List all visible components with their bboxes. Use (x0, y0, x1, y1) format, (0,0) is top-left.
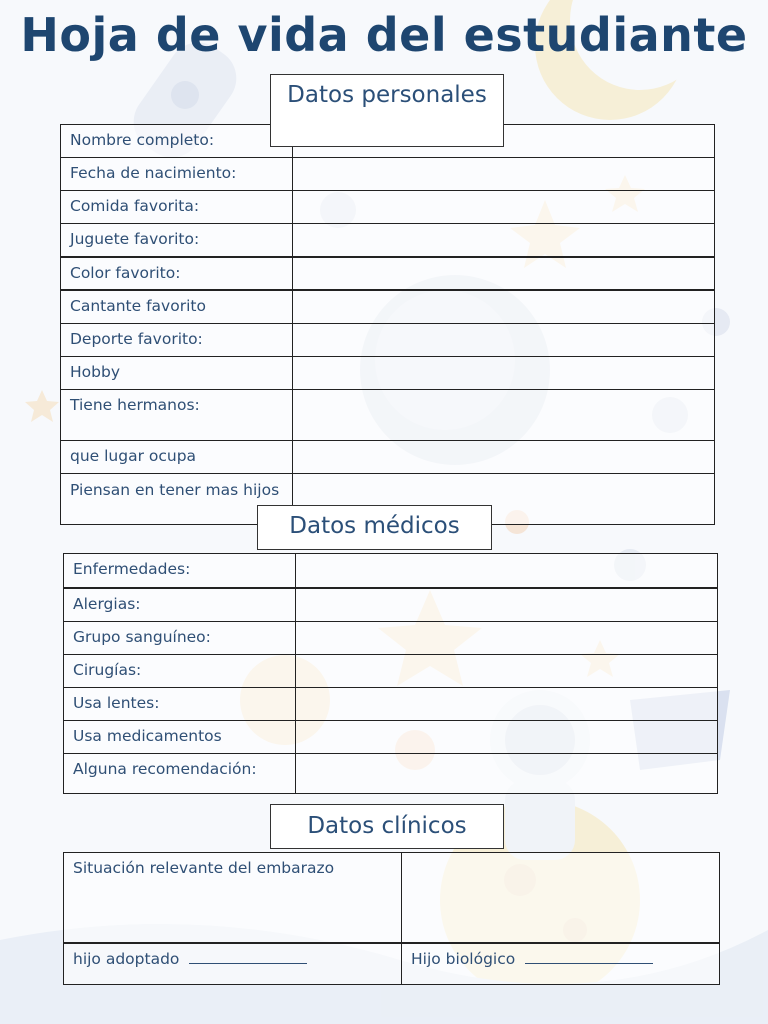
table-row (61, 441, 715, 474)
medical-data-table (63, 553, 718, 794)
table-row (61, 257, 715, 290)
row-label: Fecha de nacimiento: (61, 158, 293, 191)
biological-cell (402, 943, 720, 985)
table-row (64, 754, 718, 794)
pregnancy-answer-field[interactable] (402, 853, 720, 943)
table-row (64, 721, 718, 754)
answer-field[interactable] (296, 622, 718, 655)
table-row (61, 191, 715, 224)
biological-label: Hijo biológico (411, 949, 516, 968)
table-row (61, 357, 715, 390)
answer-field[interactable] (293, 390, 715, 441)
section-title-clinical: Datos clínicos (270, 804, 504, 849)
row-label: Alguna recomendación: (64, 754, 296, 794)
personal-data-table (60, 124, 715, 525)
table-row (64, 943, 720, 985)
row-label: Comida favorita: (61, 191, 293, 224)
row-label: Piensan en tener mas hijos (61, 474, 293, 525)
answer-field[interactable] (296, 754, 718, 794)
answer-field[interactable] (296, 721, 718, 754)
biological-answer-line[interactable] (525, 951, 653, 964)
adopted-cell (64, 943, 402, 985)
answer-field[interactable] (296, 655, 718, 688)
answer-field[interactable] (293, 357, 715, 390)
page-title: Hoja de vida del estudiante (20, 8, 748, 62)
answer-field[interactable] (293, 290, 715, 324)
table-row (64, 588, 718, 622)
answer-field[interactable] (296, 588, 718, 622)
answer-field[interactable] (296, 688, 718, 721)
section-title-medical: Datos médicos (257, 505, 492, 550)
table-row (61, 324, 715, 357)
section-title-personal: Datos personales (270, 74, 504, 147)
table-row (64, 853, 720, 943)
table-row (64, 655, 718, 688)
clinical-data-table (63, 852, 720, 985)
answer-field[interactable] (293, 191, 715, 224)
row-label: Tiene hermanos: (61, 390, 293, 441)
row-label: Deporte favorito: (61, 324, 293, 357)
adopted-label: hijo adoptado (73, 949, 180, 968)
table-row (61, 224, 715, 257)
answer-field[interactable] (293, 257, 715, 290)
answer-field[interactable] (293, 224, 715, 257)
answer-field[interactable] (293, 441, 715, 474)
row-label: Alergias: (64, 588, 296, 622)
row-label: Grupo sanguíneo: (64, 622, 296, 655)
answer-field[interactable] (293, 324, 715, 357)
table-row (64, 688, 718, 721)
row-label: Juguete favorito: (61, 224, 293, 257)
table-row (61, 290, 715, 324)
row-label: Enfermedades: (64, 554, 296, 588)
answer-field[interactable] (296, 554, 718, 588)
row-label: Nombre completo: (61, 125, 293, 158)
adopted-answer-line[interactable] (189, 951, 307, 964)
table-row (64, 554, 718, 588)
row-label: Usa medicamentos (64, 721, 296, 754)
star-icon (25, 390, 59, 422)
table-row (61, 158, 715, 191)
table-row (61, 390, 715, 441)
row-label: que lugar ocupa (61, 441, 293, 474)
row-label: Color favorito: (61, 257, 293, 290)
answer-field[interactable] (293, 158, 715, 191)
row-label: Cantante favorito (61, 290, 293, 324)
pregnancy-label: Situación relevante del embarazo (64, 853, 402, 943)
row-label: Cirugías: (64, 655, 296, 688)
table-row (64, 622, 718, 655)
row-label: Hobby (61, 357, 293, 390)
row-label: Usa lentes: (64, 688, 296, 721)
